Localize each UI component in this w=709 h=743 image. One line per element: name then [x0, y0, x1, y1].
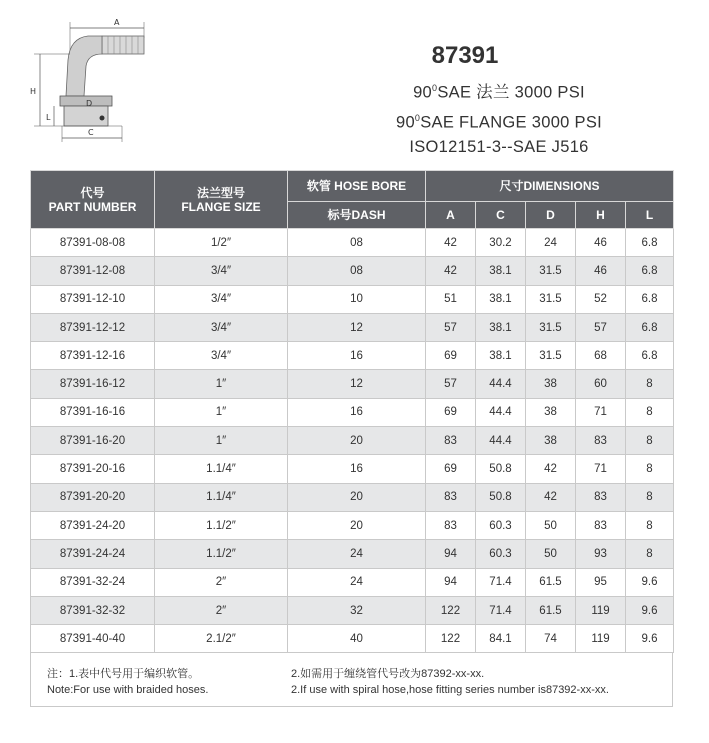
cell-l: 6.8: [626, 313, 674, 341]
cell-flange: 1″: [155, 427, 288, 455]
cell-c: 60.3: [476, 540, 526, 568]
degree-sup-2: 0: [414, 112, 421, 123]
cell-c: 44.4: [476, 427, 526, 455]
cell-c: 44.4: [476, 370, 526, 398]
cell-l: 8: [626, 455, 674, 483]
table-row: [31, 285, 674, 313]
cell-c: 38.1: [476, 313, 526, 341]
table-body: [31, 229, 674, 653]
cell-d: 31.5: [526, 342, 576, 370]
cell-flange: 2.1/2″: [155, 625, 288, 653]
title-line1-text: SAE 法兰 3000 PSI: [437, 83, 585, 102]
cell-a: 57: [426, 370, 476, 398]
cell-h: 68: [576, 342, 626, 370]
cell-a: 69: [426, 398, 476, 426]
header-a: A: [426, 202, 476, 229]
header-part-number: [31, 171, 155, 229]
cell-d: 38: [526, 370, 576, 398]
table-row: [31, 596, 674, 624]
degree-sup-1: 0: [432, 83, 438, 93]
cell-h: 119: [576, 625, 626, 653]
cell-l: 9.6: [626, 568, 674, 596]
title-line-cn: [329, 76, 669, 106]
cell-a: 57: [426, 313, 476, 341]
table-row: [31, 398, 674, 426]
cell-part: 87391-40-40: [31, 625, 155, 653]
cell-flange: 1.1/2″: [155, 540, 288, 568]
cell-h: 93: [576, 540, 626, 568]
cell-h: 57: [576, 313, 626, 341]
cell-dash: 08: [288, 229, 426, 257]
note1-cn: 注：1.表中代号用于编织软管。: [47, 668, 200, 680]
cell-dash: 32: [288, 596, 426, 624]
header-c: C: [476, 202, 526, 229]
header-dash: 标号DASH: [288, 202, 426, 229]
header-part-en: PART NUMBER: [48, 199, 137, 214]
cell-part: 87391-20-20: [31, 483, 155, 511]
cell-d: 42: [526, 483, 576, 511]
cell-dash: 24: [288, 540, 426, 568]
dimension-label-d: D: [86, 99, 93, 108]
cell-d: 31.5: [526, 257, 576, 285]
cell-d: 50: [526, 540, 576, 568]
cell-a: 69: [426, 455, 476, 483]
cell-flange: 3/4″: [155, 342, 288, 370]
header-flange-size: [155, 171, 288, 229]
cell-c: 38.1: [476, 257, 526, 285]
table-row: [31, 229, 674, 257]
note2-en: 2.If use with spiral hose,hose fitting series number is87392-xx-xx.: [291, 684, 609, 696]
title-line1-prefix: 90: [413, 83, 433, 102]
cell-part: 87391-32-32: [31, 596, 155, 624]
model-number: 87391: [431, 42, 499, 69]
cell-d: 38: [526, 427, 576, 455]
cell-d: 42: [526, 455, 576, 483]
cell-c: 71.4: [476, 568, 526, 596]
cell-h: 71: [576, 398, 626, 426]
cell-c: 38.1: [476, 342, 526, 370]
table-row: [31, 568, 674, 596]
cell-flange: 3/4″: [155, 257, 288, 285]
cell-a: 83: [426, 511, 476, 539]
cell-part: 87391-12-12: [31, 313, 155, 341]
table-row: [31, 511, 674, 539]
elbow-hose-fitting-drawing-icon: [26, 14, 146, 150]
cell-dash: 12: [288, 370, 426, 398]
cell-l: 9.6: [626, 596, 674, 624]
cell-h: 46: [576, 229, 626, 257]
cell-c: 44.4: [476, 398, 526, 426]
note2-cn: 2.如需用于缠绕管代号改为87392-xx-xx.: [291, 668, 485, 680]
header-d: D: [526, 202, 576, 229]
table-row: [31, 342, 674, 370]
dimension-label-c: C: [88, 128, 94, 137]
cell-dash: 40: [288, 625, 426, 653]
cell-l: 8: [626, 540, 674, 568]
cell-h: 83: [576, 427, 626, 455]
cell-flange: 1.1/4″: [155, 483, 288, 511]
dimension-label-h: H: [30, 87, 37, 96]
cell-flange: 1″: [155, 398, 288, 426]
cell-flange: 1″: [155, 370, 288, 398]
cell-a: 83: [426, 427, 476, 455]
header-l: L: [626, 202, 674, 229]
cell-d: 50: [526, 511, 576, 539]
notes-box: [30, 652, 673, 707]
cell-a: 122: [426, 625, 476, 653]
table-row: [31, 455, 674, 483]
cell-d: 61.5: [526, 568, 576, 596]
cell-part: 87391-12-08: [31, 257, 155, 285]
header-part-cn: 代号: [80, 185, 105, 200]
cell-c: 60.3: [476, 511, 526, 539]
cell-l: 8: [626, 370, 674, 398]
cell-flange: 1.1/4″: [155, 455, 288, 483]
header-flange-en: FLANGE SIZE: [181, 199, 261, 214]
cell-dash: 16: [288, 342, 426, 370]
table-row: [31, 625, 674, 653]
cell-part: 87391-24-24: [31, 540, 155, 568]
cell-h: 46: [576, 257, 626, 285]
cell-l: 6.8: [626, 229, 674, 257]
cell-l: 8: [626, 511, 674, 539]
table-row: [31, 313, 674, 341]
cell-c: 38.1: [476, 285, 526, 313]
cell-h: 119: [576, 596, 626, 624]
cell-d: 74: [526, 625, 576, 653]
cell-dash: 12: [288, 313, 426, 341]
cell-c: 84.1: [476, 625, 526, 653]
cell-c: 30.2: [476, 229, 526, 257]
cell-c: 50.8: [476, 455, 526, 483]
dimension-label-l: L: [46, 113, 51, 122]
cell-dash: 16: [288, 398, 426, 426]
cell-part: 87391-16-16: [31, 398, 155, 426]
table-header-row-1: [31, 171, 674, 202]
table-row: [31, 540, 674, 568]
table-row: [31, 257, 674, 285]
note1-en: Note:For use with braided hoses.: [47, 684, 209, 696]
cell-a: 51: [426, 285, 476, 313]
header-dimensions: 尺寸DIMENSIONS: [426, 171, 674, 202]
cell-l: 8: [626, 398, 674, 426]
cell-part: 87391-16-20: [31, 427, 155, 455]
cell-a: 42: [426, 257, 476, 285]
header-flange-cn: 法兰型号: [196, 185, 245, 200]
cell-l: 9.6: [626, 625, 674, 653]
title-line-en: [329, 106, 669, 136]
cell-flange: 2″: [155, 568, 288, 596]
cell-c: 50.8: [476, 483, 526, 511]
title-block: [329, 42, 669, 160]
cell-a: 83: [426, 483, 476, 511]
cell-flange: 3/4″: [155, 313, 288, 341]
cell-part: 87391-20-16: [31, 455, 155, 483]
cell-dash: 16: [288, 455, 426, 483]
cell-dash: 10: [288, 285, 426, 313]
cell-a: 94: [426, 540, 476, 568]
table-row: [31, 427, 674, 455]
cell-h: 95: [576, 568, 626, 596]
cell-l: 8: [626, 483, 674, 511]
spec-table: [30, 170, 674, 653]
cell-a: 122: [426, 596, 476, 624]
cell-l: 6.8: [626, 342, 674, 370]
note-left: [47, 666, 208, 698]
cell-dash: 20: [288, 511, 426, 539]
cell-d: 38: [526, 398, 576, 426]
cell-part: 87391-08-08: [31, 229, 155, 257]
cell-d: 31.5: [526, 285, 576, 313]
cell-h: 83: [576, 511, 626, 539]
cell-flange: 1/2″: [155, 229, 288, 257]
cell-dash: 24: [288, 568, 426, 596]
cell-dash: 08: [288, 257, 426, 285]
table-row: [31, 483, 674, 511]
cell-part: 87391-12-16: [31, 342, 155, 370]
cell-l: 8: [626, 427, 674, 455]
standard-line: ISO12151-3--SAE J516: [409, 138, 589, 156]
cell-c: 71.4: [476, 596, 526, 624]
cell-flange: 2″: [155, 596, 288, 624]
cell-d: 31.5: [526, 313, 576, 341]
cell-l: 6.8: [626, 285, 674, 313]
title-line2-text: SAE FLANGE 3000 PSI: [420, 113, 603, 131]
cell-h: 71: [576, 455, 626, 483]
cell-a: 69: [426, 342, 476, 370]
cell-h: 83: [576, 483, 626, 511]
cell-part: 87391-24-20: [31, 511, 155, 539]
cell-flange: 1.1/2″: [155, 511, 288, 539]
header-h: H: [576, 202, 626, 229]
cell-a: 94: [426, 568, 476, 596]
title-line2-prefix: 90: [395, 113, 415, 131]
cell-flange: 3/4″: [155, 285, 288, 313]
cell-d: 61.5: [526, 596, 576, 624]
cell-dash: 20: [288, 427, 426, 455]
cell-dash: 20: [288, 483, 426, 511]
dimension-label-a: A: [114, 18, 120, 27]
table-row: [31, 370, 674, 398]
cell-l: 6.8: [626, 257, 674, 285]
cell-a: 42: [426, 229, 476, 257]
cell-part: 87391-16-12: [31, 370, 155, 398]
cell-h: 60: [576, 370, 626, 398]
cell-d: 24: [526, 229, 576, 257]
header-hose-bore: 软管 HOSE BORE: [288, 171, 426, 202]
note-right: [291, 666, 609, 698]
cell-part: 87391-12-10: [31, 285, 155, 313]
cell-part: 87391-32-24: [31, 568, 155, 596]
cell-h: 52: [576, 285, 626, 313]
